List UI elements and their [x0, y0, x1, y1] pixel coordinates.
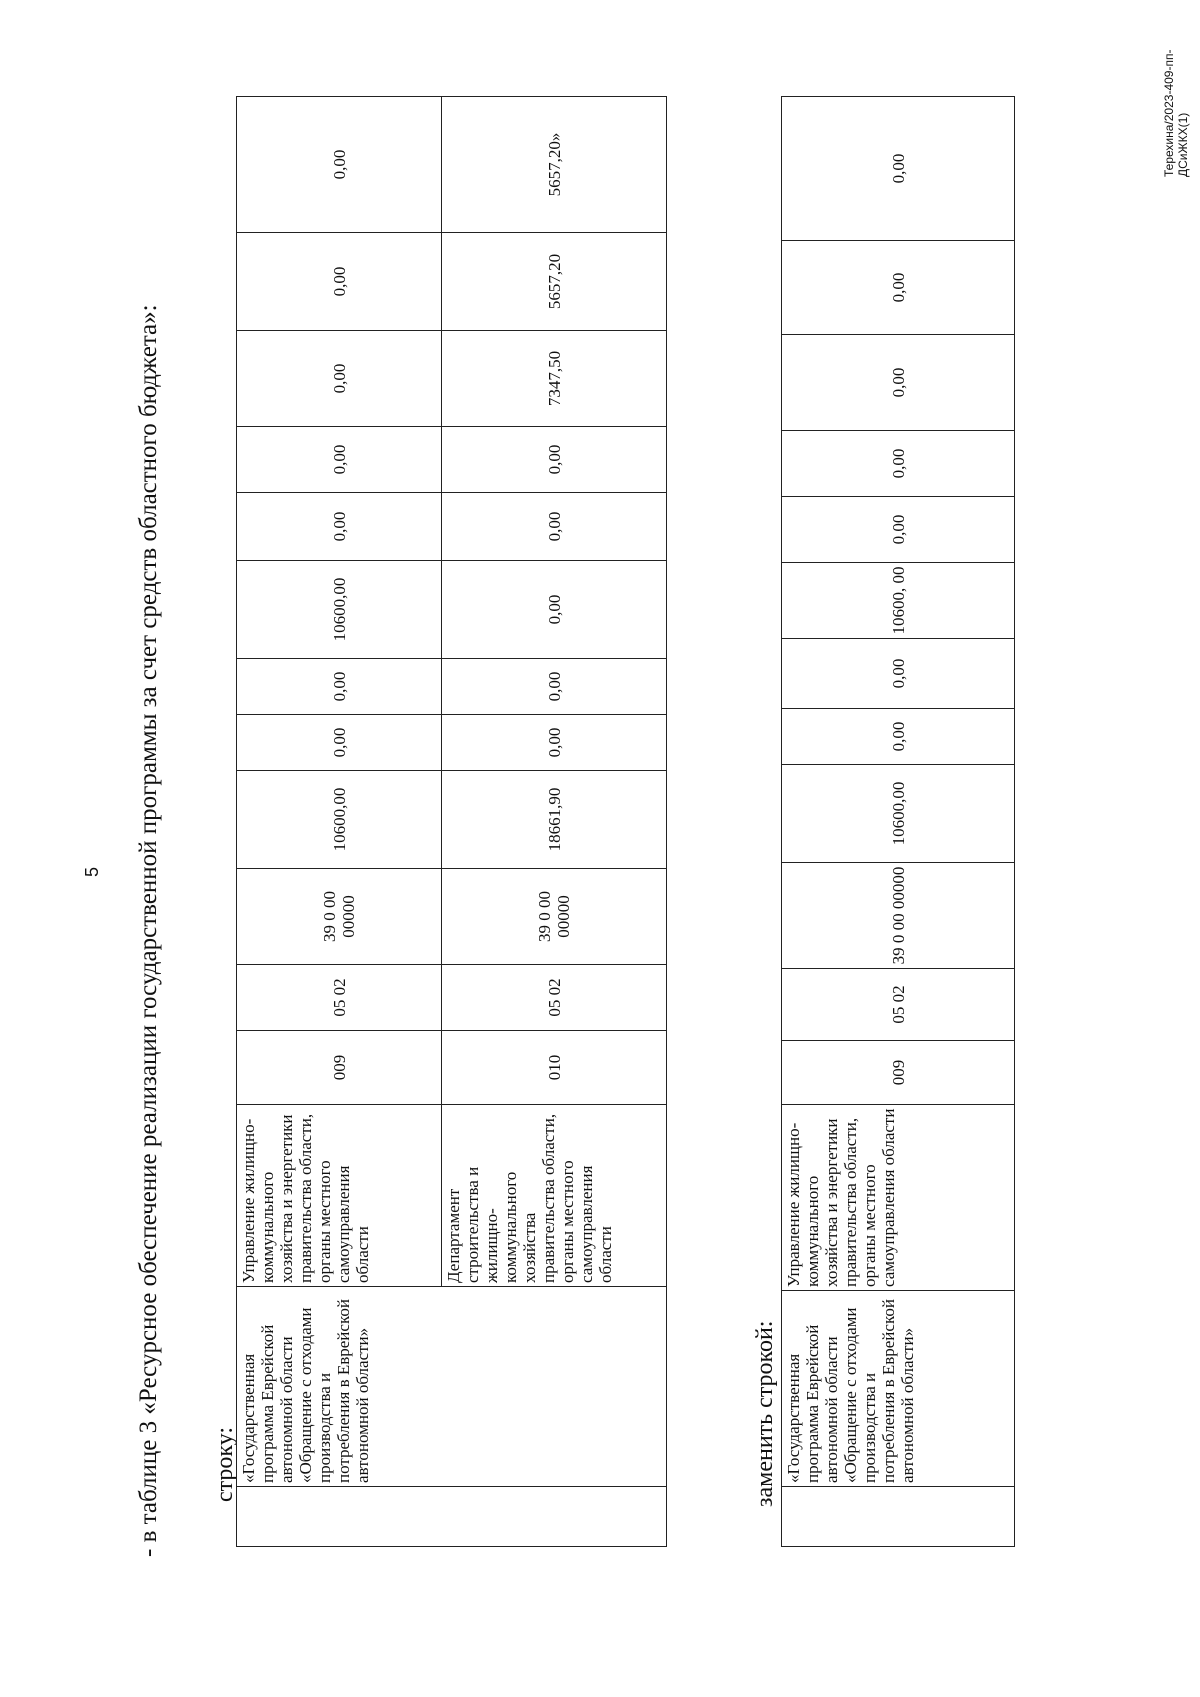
- grbs-cell: 009: [237, 1031, 442, 1105]
- year-cell: 0,00: [782, 639, 1015, 709]
- total-cell: 10600,00: [237, 771, 442, 869]
- year-cell: 5657,20: [442, 233, 667, 331]
- rzpr-cell: 05 02: [782, 969, 1015, 1041]
- year-cell: 0,00: [237, 97, 442, 233]
- year-cell: 0,00: [442, 427, 667, 493]
- year-cell: 0,00: [782, 241, 1015, 335]
- year-cell: 0,00: [442, 561, 667, 659]
- year-cell: 10600,00: [237, 561, 442, 659]
- page-number: 5: [82, 866, 102, 877]
- agency-cell: Управление жилищно-коммунального хозяйства и энергетики правительства области, органы местного самоуправления области: [237, 1105, 442, 1287]
- year-cell: 10600, 00: [782, 563, 1015, 639]
- year-cell: 0,00: [782, 497, 1015, 563]
- rzpr-cell: 05 02: [442, 965, 667, 1031]
- year-cell: 0,00: [782, 335, 1015, 431]
- year-cell: 0,00: [237, 331, 442, 427]
- total-cell: 10600,00: [782, 765, 1015, 863]
- year-cell: 0,00: [442, 715, 667, 771]
- empty-cell: [782, 1487, 1015, 1547]
- year-cell: 0,00: [442, 493, 667, 561]
- amendment-heading: - в таблице 3 «Ресурсное обеспечение реализации государственной программы за счет средств областного бюджета»:: [135, 304, 162, 1557]
- csr-cell: 39 0 00 00000: [237, 869, 442, 965]
- label-old-row: строку:: [212, 1426, 238, 1502]
- table-old-row: [236, 96, 667, 1547]
- total-cell: 18661,90: [442, 771, 667, 869]
- year-cell: 0,00: [237, 715, 442, 771]
- table-new-row: [781, 96, 1015, 1547]
- table-row: [782, 97, 1015, 1547]
- year-cell: 5657,20»: [442, 97, 667, 233]
- table-row: [237, 97, 442, 1547]
- grbs-cell: 009: [782, 1041, 1015, 1105]
- year-cell: 0,00: [237, 493, 442, 561]
- label-new-row: заменить строкой:: [752, 1320, 778, 1507]
- year-cell: 0,00: [782, 97, 1015, 241]
- grbs-cell: 010: [442, 1031, 667, 1105]
- program-cell: «Государственная программа Еврейской автономной области «Обращение с отходами производства и потребления в Еврейской автономной области»: [237, 1287, 667, 1487]
- csr-cell: 39 0 00 00000: [782, 863, 1015, 969]
- agency-cell: Департамент строительства и жилищно-коммунального хозяйства правительства области, органы местного самоуправления области: [442, 1105, 667, 1287]
- year-cell: 0,00: [442, 659, 667, 715]
- agency-cell: Управление жилищно-коммунального хозяйства и энергетики правительства области, органы местного самоуправления области: [782, 1105, 1015, 1291]
- year-cell: 0,00: [237, 233, 442, 331]
- year-cell: 7347,50: [442, 331, 667, 427]
- empty-cell: [237, 1487, 667, 1547]
- document-footer: Терехина/2023-409-пп-ДСиЖКХ(1): [1162, 49, 1190, 177]
- year-cell: 0,00: [782, 431, 1015, 497]
- year-cell: 0,00: [237, 659, 442, 715]
- program-cell: «Государственная программа Еврейской автономной области «Обращение с отходами производства и потребления в Еврейской автономной области»: [782, 1291, 1015, 1487]
- csr-cell: 39 0 00 00000: [442, 869, 667, 965]
- year-cell: 0,00: [782, 709, 1015, 765]
- rzpr-cell: 05 02: [237, 965, 442, 1031]
- year-cell: 0,00: [237, 427, 442, 493]
